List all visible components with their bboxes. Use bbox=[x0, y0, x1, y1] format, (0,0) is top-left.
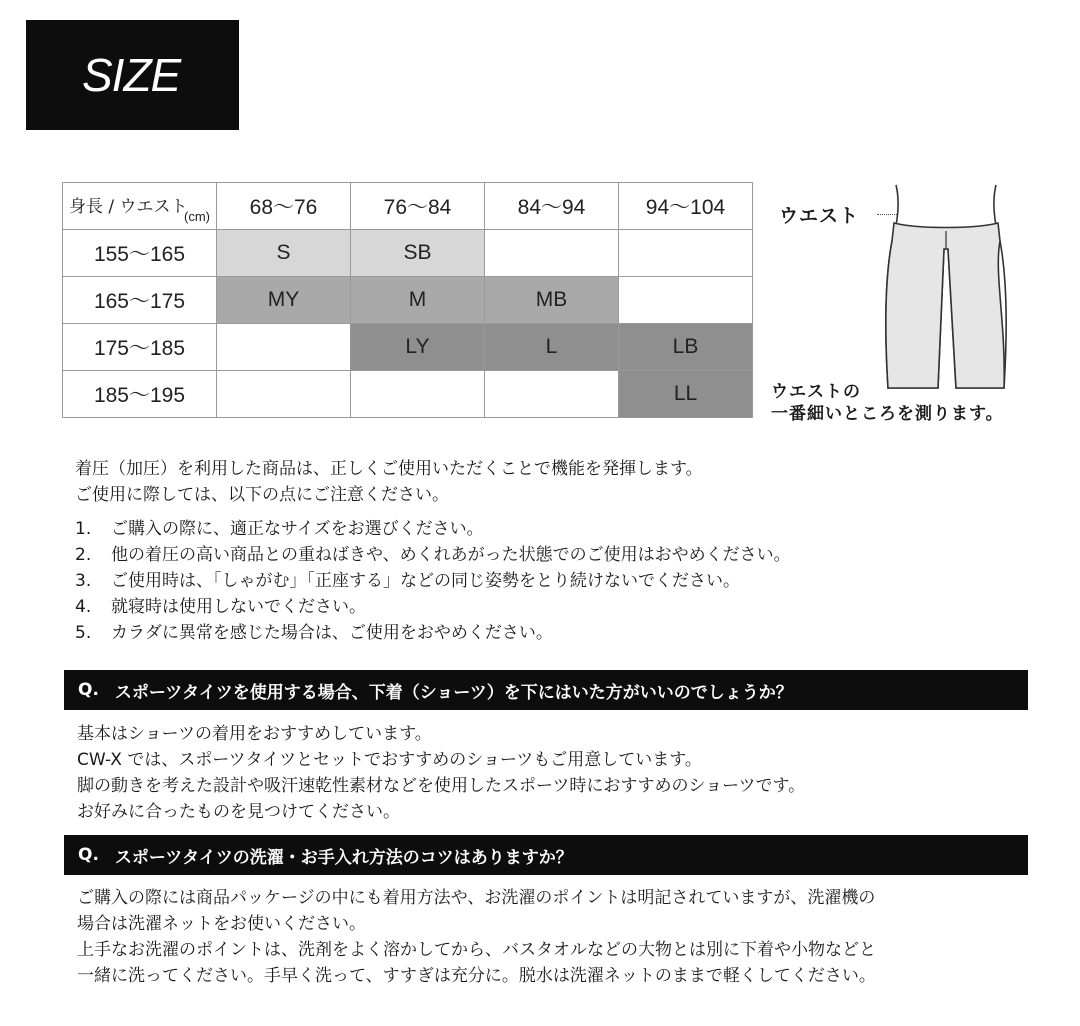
answer-line: ご購入の際には商品パッケージの中にも着用方法や、お洗濯のポイントは明記されていますが、洗濯機の bbox=[77, 888, 876, 908]
intro-line: 着圧（加圧）を利用した商品は、正しくご使用いただくことで機能を発揮します。 bbox=[75, 459, 703, 479]
list-item bbox=[75, 568, 791, 594]
size-cell: L bbox=[485, 324, 619, 371]
column-header: 68〜76 bbox=[217, 183, 351, 230]
size-cell bbox=[217, 371, 351, 418]
size-cell bbox=[351, 371, 485, 418]
faq-question: スポーツタイツを使用する場合、下着（ショーツ）を下にはいた方がいいのでしょうか？ bbox=[114, 682, 793, 703]
list-item bbox=[75, 542, 791, 568]
size-cell: M bbox=[351, 277, 485, 324]
answer-line: 脚の動きを考えた設計や吸汗速乾性素材などを使用したスポーツ時におすすめのショーツです。 bbox=[77, 776, 806, 796]
waist-note-line: 一番細いところを測ります。 bbox=[771, 404, 1004, 424]
size-cell: MB bbox=[485, 277, 619, 324]
q-mark: Q. bbox=[78, 680, 99, 700]
size-cell: LB bbox=[619, 324, 753, 371]
column-header: 84〜94 bbox=[485, 183, 619, 230]
table-row bbox=[63, 230, 753, 277]
list-text: 就寝時は使用しないでください。 bbox=[111, 597, 366, 617]
size-cell bbox=[217, 324, 351, 371]
size-cell: S bbox=[217, 230, 351, 277]
list-text: ご購入の際に、適正なサイズをお選びください。 bbox=[111, 519, 484, 539]
list-number: 2. bbox=[75, 545, 92, 565]
size-cell bbox=[485, 230, 619, 277]
answer-line: 場合は洗濯ネットをお使いください。 bbox=[77, 914, 366, 934]
intro-text bbox=[75, 456, 703, 508]
waist-label: ウエスト bbox=[779, 205, 860, 227]
intro-line: ご使用に際しては、以下の点にご注意ください。 bbox=[75, 485, 449, 505]
corner-label: 身長 / ウエスト bbox=[69, 197, 188, 217]
list-item bbox=[75, 516, 791, 542]
corner-unit: (cm) bbox=[184, 209, 210, 224]
list-number: 5. bbox=[75, 623, 92, 643]
size-cell: LY bbox=[351, 324, 485, 371]
column-header: 94〜104 bbox=[619, 183, 753, 230]
size-title-block bbox=[26, 20, 239, 130]
size-chart-table bbox=[62, 182, 753, 418]
size-cell: SB bbox=[351, 230, 485, 277]
answer-line: お好みに合ったものを見つけてください。 bbox=[77, 802, 400, 822]
size-cell bbox=[619, 230, 753, 277]
size-cell bbox=[485, 371, 619, 418]
faq-question: スポーツタイツの洗濯・お手入れ方法のコツはありますか？ bbox=[114, 847, 573, 868]
answer-line: 基本はショーツの着用をおすすめしています。 bbox=[77, 724, 432, 744]
list-text: ご使用時は、「しゃがむ」「正座する」などの同じ姿勢をとり続けないでください。 bbox=[111, 571, 740, 591]
table-row bbox=[63, 324, 753, 371]
waist-measure-note bbox=[771, 381, 1004, 425]
size-cell bbox=[619, 277, 753, 324]
row-header: 155〜165 bbox=[63, 230, 217, 277]
faq-answer bbox=[77, 721, 805, 825]
size-cell: MY bbox=[217, 277, 351, 324]
faq-question-bar bbox=[64, 835, 1028, 875]
list-text: カラダに異常を感じた場合は、ご使用をおやめください。 bbox=[111, 623, 553, 643]
list-number: 3. bbox=[75, 571, 92, 591]
row-header: 165〜175 bbox=[63, 277, 217, 324]
column-header: 76〜84 bbox=[351, 183, 485, 230]
answer-line: 上手なお洗濯のポイントは、洗剤をよく溶かしてから、バスタオルなどの大物とは別に下着や小物などと bbox=[77, 940, 876, 960]
list-text: 他の着圧の高い商品との重ねばきや、めくれあがった状態でのご使用はおやめください。 bbox=[111, 545, 791, 565]
faq-question-bar bbox=[64, 670, 1028, 710]
table-row bbox=[63, 277, 753, 324]
table-corner-cell bbox=[63, 183, 217, 230]
list-item bbox=[75, 594, 791, 620]
table-header-row bbox=[63, 183, 753, 230]
list-number: 4. bbox=[75, 597, 92, 617]
q-mark: Q. bbox=[78, 845, 99, 865]
answer-line: 一緒に洗ってください。手早く洗って、すすぎは充分に。脱水は洗濯ネットのままで軽くしてください。 bbox=[77, 966, 876, 986]
size-title: SIZE bbox=[82, 49, 181, 101]
table-row bbox=[63, 371, 753, 418]
row-header: 175〜185 bbox=[63, 324, 217, 371]
row-header: 185〜195 bbox=[63, 371, 217, 418]
size-cell: LL bbox=[619, 371, 753, 418]
caution-list bbox=[75, 516, 791, 646]
tights-illustration bbox=[878, 183, 1028, 393]
answer-line: CW-X では、スポーツタイツとセットでおすすめのショーツもご用意しています。 bbox=[77, 750, 702, 770]
list-item bbox=[75, 620, 791, 646]
list-number: 1. bbox=[75, 519, 92, 539]
waist-note-line: ウエストの bbox=[771, 382, 861, 402]
faq-answer bbox=[77, 885, 876, 989]
